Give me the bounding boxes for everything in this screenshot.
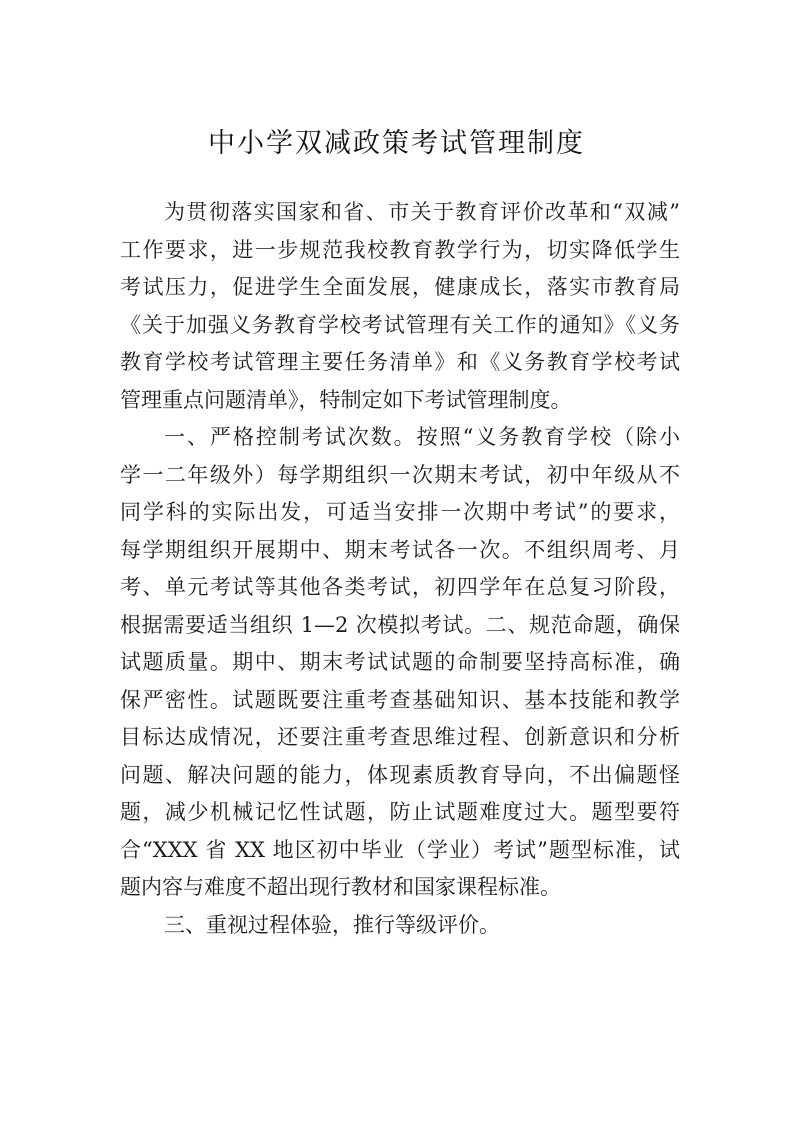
paragraph-line: 每学期组织开展期中、期末考试各一次。不组织周考、月	[120, 538, 680, 562]
section-heading-line: 一、严格控制考试次数。按照“义务教育学校（除小	[164, 425, 680, 449]
paragraph-line: 问题、解决问题的能力，体现素质教育导向，不出偏题怪	[120, 763, 680, 787]
paragraph-line: 学一二年级外）每学期组织一次期末考试，初中年级从不	[120, 463, 680, 487]
paragraph-line: 题内容与难度不超出现行教材和国家课程标准。	[120, 875, 561, 899]
paragraph-line: 考试压力，促进学生全面发展，健康成长，落实市教育局	[120, 275, 680, 299]
paragraph-line: 考、单元考试等其他各类考试，初四学年在总复习阶段，	[120, 575, 680, 599]
paragraph-line: 工作要求，进一步规范我校教育教学行为，切实降低学生	[120, 238, 680, 262]
paragraph-line: 管理重点问题清单》，特制定如下考试管理制度。	[120, 388, 572, 412]
paragraph-line: 目标达成情况，还要注重考查思维过程、创新意识和分析	[120, 725, 680, 749]
paragraph-line: 合“XXX 省 XX 地区初中毕业（学业）考试”题型标准，试	[120, 838, 680, 862]
paragraph-line: 教育学校考试管理主要任务清单》和《义务教育学校考试	[120, 350, 680, 374]
paragraph-line: 保严密性。试题既要注重考查基础知识、基本技能和教学	[120, 688, 680, 712]
paragraph-line: 根据需要适当组织 1—2 次模拟考试。二、规范命题，确保	[120, 613, 680, 637]
paragraph-line: 为贯彻落实国家和省、市关于教育评价改革和“双减”	[164, 200, 680, 224]
paragraph-line: 题，减少机械记忆性试题，防止试题难度过大。题型要符	[120, 800, 680, 824]
paragraph-line: 试题质量。期中、期末考试试题的命制要坚持高标准，确	[120, 650, 680, 674]
paragraph-line: 《关于加强义务教育学校考试管理有关工作的通知》《义务	[120, 313, 680, 337]
document-title: 中小学双减政策考试管理制度	[208, 128, 585, 159]
section-heading-line: 三、重视过程体验，推行等级评价。	[164, 913, 500, 937]
paragraph-line: 同学科的实际出发，可适当安排一次期中考试”的要求，	[120, 500, 680, 524]
